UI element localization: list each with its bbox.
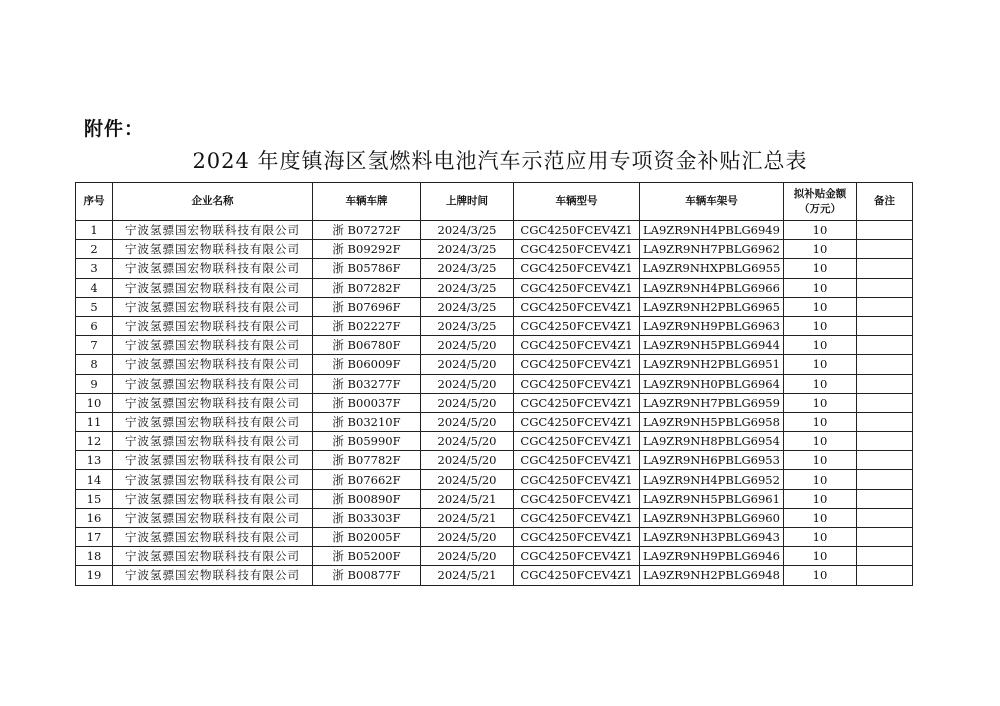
header-amount-unit: （万元） xyxy=(799,202,841,215)
cell-seq: 18 xyxy=(76,547,113,566)
table-row xyxy=(76,566,913,585)
header-amount-line1: 拟补贴金额 xyxy=(793,187,847,200)
cell-vin: LA9ZR9NH6PBLG6953 xyxy=(640,451,784,470)
cell-plate: 浙 B03277F xyxy=(313,374,421,393)
cell-seq: 14 xyxy=(76,470,113,489)
cell-model: CGC4250FCEV4Z1 xyxy=(514,489,640,508)
table-row xyxy=(76,412,913,431)
cell-model: CGC4250FCEV4Z1 xyxy=(514,278,640,297)
cell-vin: LA9ZR9NH0PBLG6964 xyxy=(640,374,784,393)
cell-plate: 浙 B07272F xyxy=(313,221,421,240)
cell-amount: 10 xyxy=(784,259,857,278)
cell-plate: 浙 B05786F xyxy=(313,259,421,278)
cell-register-date: 2024/5/20 xyxy=(421,470,514,489)
cell-amount: 10 xyxy=(784,355,857,374)
cell-company: 宁波氢骠国宏物联科技有限公司 xyxy=(113,451,313,470)
cell-model: CGC4250FCEV4Z1 xyxy=(514,393,640,412)
cell-remark xyxy=(857,470,913,489)
cell-vin: LA9ZR9NH4PBLG6966 xyxy=(640,278,784,297)
table-row xyxy=(76,547,913,566)
cell-seq: 15 xyxy=(76,489,113,508)
cell-amount: 10 xyxy=(784,336,857,355)
cell-register-date: 2024/3/25 xyxy=(421,221,514,240)
table-row xyxy=(76,278,913,297)
cell-company: 宁波氢骠国宏物联科技有限公司 xyxy=(113,432,313,451)
cell-vin: LA9ZR9NH2PBLG6951 xyxy=(640,355,784,374)
cell-plate: 浙 B02005F xyxy=(313,528,421,547)
cell-remark xyxy=(857,393,913,412)
table-row xyxy=(76,336,913,355)
table-row xyxy=(76,259,913,278)
cell-amount: 10 xyxy=(784,240,857,259)
cell-model: CGC4250FCEV4Z1 xyxy=(514,432,640,451)
cell-register-date: 2024/5/20 xyxy=(421,336,514,355)
header-amount xyxy=(784,183,857,221)
cell-vin: LA9ZR9NH7PBLG6959 xyxy=(640,393,784,412)
cell-amount: 10 xyxy=(784,451,857,470)
table-row xyxy=(76,432,913,451)
cell-remark xyxy=(857,240,913,259)
cell-plate: 浙 B07782F xyxy=(313,451,421,470)
cell-model: CGC4250FCEV4Z1 xyxy=(514,240,640,259)
cell-model: CGC4250FCEV4Z1 xyxy=(514,221,640,240)
header-model: 车辆型号 xyxy=(514,183,640,221)
cell-amount: 10 xyxy=(784,316,857,335)
cell-seq: 12 xyxy=(76,432,113,451)
header-company: 企业名称 xyxy=(113,183,313,221)
cell-model: CGC4250FCEV4Z1 xyxy=(514,508,640,527)
cell-model: CGC4250FCEV4Z1 xyxy=(514,566,640,585)
cell-seq: 6 xyxy=(76,316,113,335)
table-row xyxy=(76,528,913,547)
subsidy-table xyxy=(75,182,913,586)
table-row xyxy=(76,374,913,393)
cell-amount: 10 xyxy=(784,374,857,393)
cell-plate: 浙 B00890F xyxy=(313,489,421,508)
cell-register-date: 2024/5/20 xyxy=(421,393,514,412)
cell-company: 宁波氢骠国宏物联科技有限公司 xyxy=(113,374,313,393)
table-row xyxy=(76,470,913,489)
cell-seq: 16 xyxy=(76,508,113,527)
header-register-date: 上牌时间 xyxy=(421,183,514,221)
cell-model: CGC4250FCEV4Z1 xyxy=(514,355,640,374)
cell-seq: 10 xyxy=(76,393,113,412)
cell-plate: 浙 B00037F xyxy=(313,393,421,412)
header-vin: 车辆车架号 xyxy=(640,183,784,221)
cell-remark xyxy=(857,355,913,374)
table-row xyxy=(76,297,913,316)
cell-vin: LA9ZR9NH3PBLG6943 xyxy=(640,528,784,547)
cell-seq: 5 xyxy=(76,297,113,316)
cell-company: 宁波氢骠国宏物联科技有限公司 xyxy=(113,393,313,412)
cell-model: CGC4250FCEV4Z1 xyxy=(514,259,640,278)
cell-model: CGC4250FCEV4Z1 xyxy=(514,316,640,335)
cell-remark xyxy=(857,278,913,297)
cell-remark xyxy=(857,412,913,431)
cell-amount: 10 xyxy=(784,508,857,527)
cell-remark xyxy=(857,259,913,278)
cell-remark xyxy=(857,508,913,527)
cell-vin: LA9ZR9NH9PBLG6946 xyxy=(640,547,784,566)
header-seq: 序号 xyxy=(76,183,113,221)
cell-plate: 浙 B02227F xyxy=(313,316,421,335)
table-row xyxy=(76,240,913,259)
cell-plate: 浙 B07662F xyxy=(313,470,421,489)
cell-company: 宁波氢骠国宏物联科技有限公司 xyxy=(113,489,313,508)
cell-register-date: 2024/3/25 xyxy=(421,297,514,316)
cell-seq: 4 xyxy=(76,278,113,297)
table-body xyxy=(76,221,913,586)
table-row xyxy=(76,393,913,412)
cell-model: CGC4250FCEV4Z1 xyxy=(514,374,640,393)
cell-vin: LA9ZR9NH5PBLG6961 xyxy=(640,489,784,508)
cell-vin: LA9ZR9NH2PBLG6948 xyxy=(640,566,784,585)
document-title: 2024 年度镇海区氢燃料电池汽车示范应用专项资金补贴汇总表 xyxy=(192,149,808,173)
cell-model: CGC4250FCEV4Z1 xyxy=(514,470,640,489)
cell-seq: 13 xyxy=(76,451,113,470)
cell-company: 宁波氢骠国宏物联科技有限公司 xyxy=(113,278,313,297)
cell-company: 宁波氢骠国宏物联科技有限公司 xyxy=(113,547,313,566)
table-row xyxy=(76,489,913,508)
cell-register-date: 2024/5/20 xyxy=(421,528,514,547)
table-row xyxy=(76,316,913,335)
cell-register-date: 2024/3/25 xyxy=(421,278,514,297)
cell-register-date: 2024/3/25 xyxy=(421,316,514,335)
cell-company: 宁波氢骠国宏物联科技有限公司 xyxy=(113,412,313,431)
cell-remark xyxy=(857,297,913,316)
cell-amount: 10 xyxy=(784,221,857,240)
cell-remark xyxy=(857,451,913,470)
cell-company: 宁波氢骠国宏物联科技有限公司 xyxy=(113,528,313,547)
cell-company: 宁波氢骠国宏物联科技有限公司 xyxy=(113,297,313,316)
cell-register-date: 2024/5/21 xyxy=(421,566,514,585)
cell-company: 宁波氢骠国宏物联科技有限公司 xyxy=(113,355,313,374)
cell-vin: LA9ZR9NH4PBLG6952 xyxy=(640,470,784,489)
cell-company: 宁波氢骠国宏物联科技有限公司 xyxy=(113,221,313,240)
cell-company: 宁波氢骠国宏物联科技有限公司 xyxy=(113,336,313,355)
cell-remark xyxy=(857,547,913,566)
table-row xyxy=(76,508,913,527)
cell-vin: LA9ZR9NH4PBLG6949 xyxy=(640,221,784,240)
cell-seq: 1 xyxy=(76,221,113,240)
cell-plate: 浙 B09292F xyxy=(313,240,421,259)
cell-amount: 10 xyxy=(784,528,857,547)
cell-model: CGC4250FCEV4Z1 xyxy=(514,336,640,355)
cell-register-date: 2024/5/21 xyxy=(421,489,514,508)
cell-remark xyxy=(857,374,913,393)
cell-amount: 10 xyxy=(784,297,857,316)
cell-seq: 11 xyxy=(76,412,113,431)
cell-model: CGC4250FCEV4Z1 xyxy=(514,297,640,316)
cell-vin: LA9ZR9NH5PBLG6958 xyxy=(640,412,784,431)
cell-amount: 10 xyxy=(784,489,857,508)
cell-company: 宁波氢骠国宏物联科技有限公司 xyxy=(113,240,313,259)
cell-vin: LA9ZR9NH2PBLG6965 xyxy=(640,297,784,316)
attachment-label: 附件： xyxy=(84,118,145,140)
cell-plate: 浙 B06009F xyxy=(313,355,421,374)
cell-seq: 3 xyxy=(76,259,113,278)
cell-register-date: 2024/5/20 xyxy=(421,451,514,470)
cell-amount: 10 xyxy=(784,432,857,451)
cell-vin: LA9ZR9NH7PBLG6962 xyxy=(640,240,784,259)
cell-plate: 浙 B05200F xyxy=(313,547,421,566)
cell-seq: 17 xyxy=(76,528,113,547)
cell-remark xyxy=(857,432,913,451)
cell-model: CGC4250FCEV4Z1 xyxy=(514,547,640,566)
cell-remark xyxy=(857,489,913,508)
cell-company: 宁波氢骠国宏物联科技有限公司 xyxy=(113,566,313,585)
cell-seq: 8 xyxy=(76,355,113,374)
cell-vin: LA9ZR9NHXPBLG6955 xyxy=(640,259,784,278)
cell-remark xyxy=(857,336,913,355)
cell-register-date: 2024/5/20 xyxy=(421,547,514,566)
cell-model: CGC4250FCEV4Z1 xyxy=(514,528,640,547)
cell-register-date: 2024/5/21 xyxy=(421,508,514,527)
cell-remark xyxy=(857,316,913,335)
cell-amount: 10 xyxy=(784,547,857,566)
cell-plate: 浙 B03303F xyxy=(313,508,421,527)
cell-seq: 2 xyxy=(76,240,113,259)
cell-model: CGC4250FCEV4Z1 xyxy=(514,412,640,431)
cell-register-date: 2024/5/20 xyxy=(421,374,514,393)
cell-company: 宁波氢骠国宏物联科技有限公司 xyxy=(113,259,313,278)
cell-company: 宁波氢骠国宏物联科技有限公司 xyxy=(113,508,313,527)
table-header-row xyxy=(76,183,913,221)
cell-vin: LA9ZR9NH8PBLG6954 xyxy=(640,432,784,451)
cell-vin: LA9ZR9NH9PBLG6963 xyxy=(640,316,784,335)
cell-register-date: 2024/5/20 xyxy=(421,355,514,374)
cell-vin: LA9ZR9NH5PBLG6944 xyxy=(640,336,784,355)
header-remark: 备注 xyxy=(857,183,913,221)
cell-vin: LA9ZR9NH3PBLG6960 xyxy=(640,508,784,527)
cell-amount: 10 xyxy=(784,393,857,412)
cell-register-date: 2024/5/20 xyxy=(421,432,514,451)
cell-amount: 10 xyxy=(784,566,857,585)
table-row xyxy=(76,451,913,470)
cell-amount: 10 xyxy=(784,412,857,431)
cell-company: 宁波氢骠国宏物联科技有限公司 xyxy=(113,316,313,335)
table-row xyxy=(76,221,913,240)
cell-register-date: 2024/3/25 xyxy=(421,259,514,278)
cell-plate: 浙 B05990F xyxy=(313,432,421,451)
cell-plate: 浙 B03210F xyxy=(313,412,421,431)
cell-amount: 10 xyxy=(784,278,857,297)
header-plate: 车辆车牌 xyxy=(313,183,421,221)
cell-remark xyxy=(857,528,913,547)
cell-remark xyxy=(857,221,913,240)
cell-model: CGC4250FCEV4Z1 xyxy=(514,451,640,470)
cell-register-date: 2024/3/25 xyxy=(421,240,514,259)
cell-seq: 9 xyxy=(76,374,113,393)
cell-seq: 7 xyxy=(76,336,113,355)
cell-company: 宁波氢骠国宏物联科技有限公司 xyxy=(113,470,313,489)
cell-remark xyxy=(857,566,913,585)
cell-seq: 19 xyxy=(76,566,113,585)
cell-register-date: 2024/5/20 xyxy=(421,412,514,431)
cell-plate: 浙 B06780F xyxy=(313,336,421,355)
cell-plate: 浙 B07282F xyxy=(313,278,421,297)
cell-plate: 浙 B07696F xyxy=(313,297,421,316)
cell-plate: 浙 B00877F xyxy=(313,566,421,585)
table-row xyxy=(76,355,913,374)
cell-amount: 10 xyxy=(784,470,857,489)
